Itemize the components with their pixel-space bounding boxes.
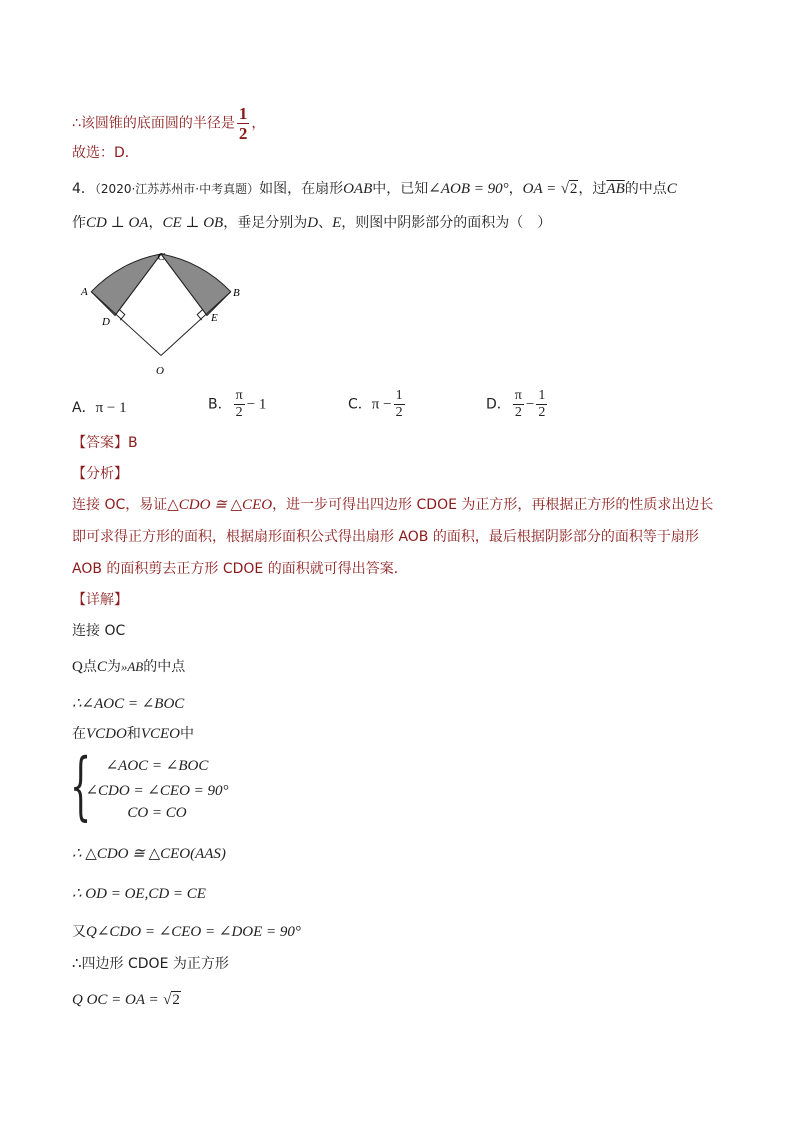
detail-text: 四边形 CDOE 为正方形 (81, 956, 229, 972)
option-expr: − 1 (246, 396, 267, 413)
math-right-angles: Q∠CDO = ∠CEO = ∠DOE = 90° (86, 924, 301, 940)
fraction-denominator: 2 (538, 405, 546, 420)
detail-text: 和 (126, 726, 141, 742)
system-eq-2: ∠CDO = ∠CEO = 90° (85, 783, 229, 799)
detail-text: 点 (82, 659, 97, 675)
detail-step-2 (72, 657, 185, 677)
math-therefore: ∴ (72, 956, 82, 972)
option-letter: B． (208, 396, 232, 413)
option-letter: A． (72, 400, 96, 416)
shaded-region-left (91, 254, 161, 316)
punct: 、 (318, 215, 333, 231)
options-row (72, 388, 632, 428)
equation-system (70, 743, 270, 829)
option-letter: D． (486, 396, 511, 413)
math-CE-perp-OB: CE ⊥ OB (162, 215, 224, 231)
sector-figure (72, 248, 262, 380)
detail-label: 【详解】 (72, 592, 128, 608)
math-angle-AOB: ∠AOB = 90° (428, 181, 509, 197)
analysis-label: 【分析】 (72, 466, 128, 482)
math-E: E (332, 215, 342, 231)
math-arc-AB: »AB (120, 659, 144, 674)
punct: ， (148, 215, 163, 231)
detail-text: 中 (180, 726, 195, 742)
detail-step-4 (72, 724, 194, 744)
fraction-denominator: 2 (235, 405, 243, 420)
question-text: 中，已知 (372, 181, 429, 197)
analysis-text: 连接 OC，易证 (72, 497, 168, 513)
question-text: ，过 (578, 181, 607, 197)
math-CD-perp-OA: CD ⊥ OA (86, 215, 149, 231)
option-fraction (394, 388, 405, 421)
math-therefore-glyph: Q (72, 659, 83, 675)
fraction-numerator: 1 (238, 104, 248, 123)
system-eq-1: ∠AOC = ∠BOC (105, 758, 209, 774)
option-fraction (536, 388, 547, 421)
detail-step-6: ∴ OD = OE,CD = CE (72, 886, 206, 902)
option-expr: − (525, 396, 535, 413)
conclusion-line (72, 104, 265, 143)
math-C: C (666, 181, 677, 197)
detail-text: 在 (72, 726, 86, 742)
math-C: C (96, 659, 107, 675)
detail-step-1: 连接 OC (72, 623, 126, 639)
question-text: 如图，在扇形 (259, 181, 344, 197)
option-letter: C． (348, 396, 372, 413)
label-B: B (233, 287, 240, 299)
question-text: ，则图中阴影部分的面积为（ ） (341, 215, 552, 231)
conclusion-suffix: ， (251, 115, 266, 132)
math-OA: OA = (522, 181, 557, 197)
math-arc-AB: $\overline{AB}$ (606, 181, 625, 197)
fraction-numerator: π (514, 388, 522, 403)
sqrt-expr: √2 (560, 181, 578, 197)
question-text: 作 (72, 215, 86, 231)
question-text: 的中点 (624, 181, 667, 197)
option-D (486, 388, 549, 421)
question-text: ，垂足分别为 (223, 215, 308, 231)
fraction-numerator: π (235, 388, 243, 403)
question-source: （2020·江苏苏州市·中考真题） (94, 182, 260, 196)
shaded-region-right (161, 254, 231, 316)
math-OC-OA: Q OC = OA = (72, 992, 159, 1008)
analysis-line-2: 即可求得正方形的面积，根据扇形面积公式得出扇形 AOB 的面积，最后根据阴影部分的面积等于扇形 (72, 529, 699, 545)
fraction-numerator: 1 (395, 388, 403, 403)
answer-line (72, 433, 138, 453)
analysis-line-3: AOB 的面积剪去正方形 CDOE 的面积就可得出答案． (72, 561, 408, 577)
question-line-2 (72, 213, 551, 233)
sqrt-radicand: 2 (569, 181, 578, 197)
option-fraction (234, 388, 245, 421)
option-expr: π − (371, 396, 392, 413)
detail-step-5: ∴ △CDO ≅ △CEO(AAS) (72, 846, 226, 862)
option-fraction (513, 388, 524, 421)
label-E: E (211, 312, 218, 324)
sqrt-radicand: 2 (172, 992, 180, 1008)
fraction-denominator: 2 (514, 405, 522, 420)
label-D: D (102, 316, 110, 328)
conclusion-text: ∴该圆锥的底面圆的半径是 (72, 115, 235, 132)
choice-line: 故选：D． (72, 145, 139, 161)
detail-step-8 (72, 954, 229, 974)
detail-step-3: ∴∠AOC = ∠BOC (72, 696, 185, 712)
fraction-denominator: 2 (238, 124, 248, 143)
answer-label: 【答案】 (72, 435, 128, 451)
math-D: D (307, 215, 319, 231)
math-triangle-CDO: VCDO (86, 726, 127, 742)
analysis-text: ，进一步可得出四边形 CDOE 为正方形，再根据正方形的性质求出边长 (272, 497, 714, 513)
math-OAB: OAB (343, 181, 373, 197)
math-triangle-CEO: VCEO (140, 726, 181, 742)
system-eq-3: CO = CO (127, 805, 187, 821)
analysis-line-1 (72, 495, 713, 515)
detail-step-9 (72, 990, 181, 1010)
label-O: O (156, 365, 164, 377)
detail-text: 又 (72, 924, 86, 940)
fraction-numerator: 1 (538, 388, 546, 403)
option-A (72, 398, 127, 418)
option-B (208, 388, 266, 421)
detail-text: 为 (106, 659, 121, 675)
math-congruence: △CDO ≅ △CEO (167, 497, 273, 513)
label-A: A (81, 286, 88, 298)
punct: ， (508, 181, 523, 197)
radius-fraction (237, 104, 250, 143)
detail-text: 的中点 (143, 659, 186, 675)
sqrt-expr: √2 (163, 992, 180, 1008)
answer-value: B (128, 435, 138, 451)
option-C (348, 388, 407, 421)
label-C: C (157, 251, 165, 263)
detail-step-7 (72, 922, 301, 942)
left-brace: { (70, 743, 92, 829)
question-line-1 (72, 179, 677, 199)
option-expr: π − 1 (95, 400, 127, 416)
question-number: 4． (72, 181, 95, 197)
fraction-denominator: 2 (395, 405, 403, 420)
